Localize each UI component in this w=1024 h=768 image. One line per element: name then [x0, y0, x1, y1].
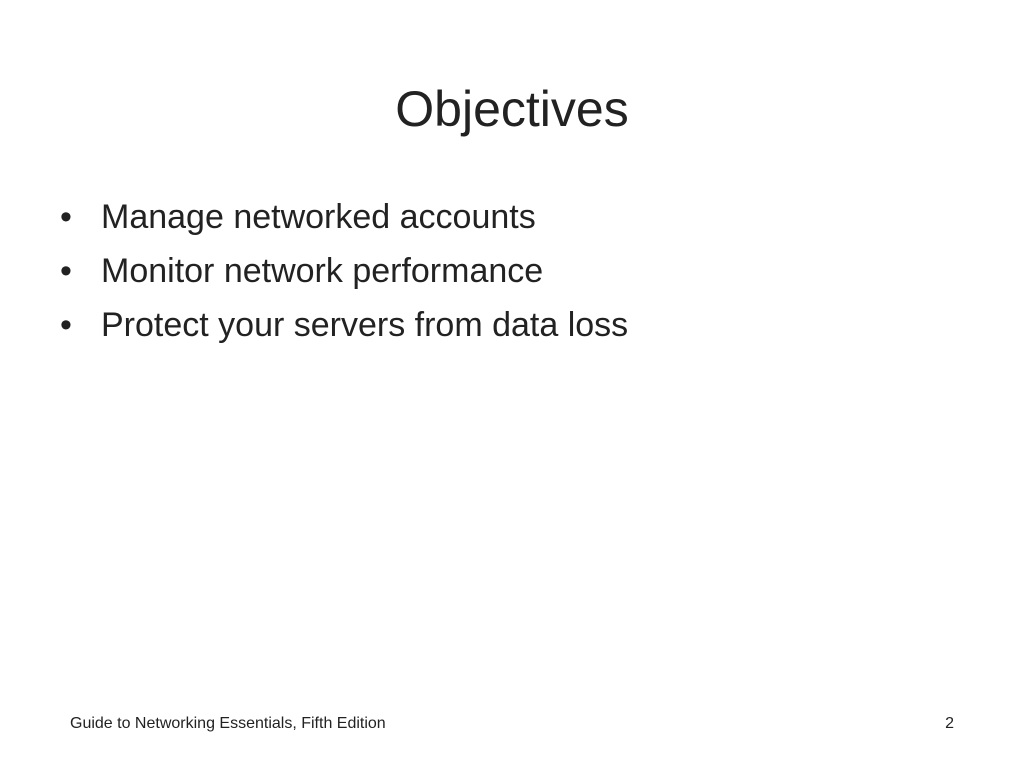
bullet-marker: •	[60, 198, 72, 236]
bullet-item	[60, 244, 628, 298]
footer-page-number: 2	[945, 715, 954, 732]
bullet-marker: •	[60, 252, 72, 290]
bullet-item	[60, 190, 628, 244]
slide-title: Objectives	[395, 81, 629, 137]
bullet-item	[60, 298, 628, 352]
bullet-text: Manage networked accounts	[101, 198, 536, 236]
bullet-marker: •	[60, 306, 72, 344]
bullet-text: Protect your servers from data loss	[101, 306, 629, 344]
bullet-text: Monitor network performance	[101, 252, 544, 290]
bullet-list	[60, 190, 628, 352]
footer-book-title: Guide to Networking Essentials, Fifth Edition	[70, 715, 386, 732]
